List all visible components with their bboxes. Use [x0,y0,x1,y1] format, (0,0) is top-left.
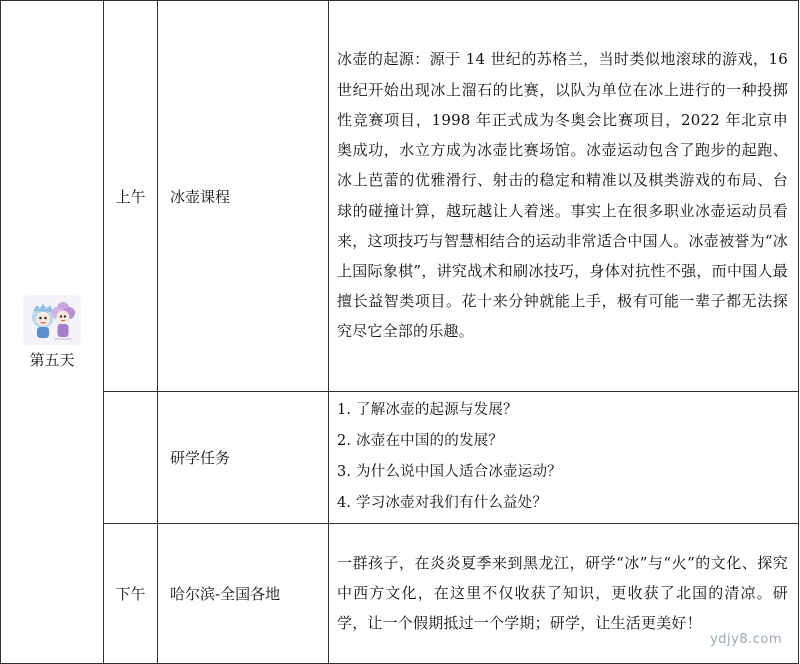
afternoon-period: 下午 [104,524,158,664]
afternoon-topic: 哈尔滨-全国各地 [158,524,329,664]
morning-period: 上午 [104,1,158,392]
task-list [329,392,799,524]
task-period-empty [104,392,158,524]
task-item: 4. 学习冰壶对我们有什么益处？ [337,495,548,511]
afternoon-row [1,524,799,664]
task-row [1,392,799,524]
morning-row [1,1,799,392]
day-cell [1,1,104,664]
task-item: 1. 了解冰壶的起源与发展？ [337,402,518,418]
morning-topic: 冰壶课程 [158,1,329,392]
task-item: 2. 冰壶在中国的的发展？ [337,433,504,449]
afternoon-description: 一群孩子，在炎炎夏季来到黑龙江，研学“冰”与“火”的文化、探究中西方文化，在这里不仅收获了知识，更收获了北国的清凉。研学，让一个假期抵过一个学期；研学，让生活更美好！ [329,524,799,664]
watermark: ydjy8.com [710,632,782,647]
task-item: 3. 为什么说中国人适合冰壶运动？ [337,464,562,480]
task-topic: 研学任务 [158,392,329,524]
mascot-icon [23,295,81,345]
morning-description: 冰壶的起源：源于 14 世纪的苏格兰，当时类似地滚球的游戏，16 世纪开始出现冰上溜石的比赛，以队为单位在冰上进行的一种投掷性竞赛项目，1998 年正式成为冬奥会比赛项目，2022 年北京申奥成功，水立方成为冰壶比赛场馆。冰壶运动包含了跑步的起跑、冰上芭蕾的优雅滑行、射击的稳定和精准以及棋类游戏的布局、台球的碰撞计算，越玩越让人着迷。事实上在很多职业冰壶运动员看来，这项技巧与智慧相结合的运动非常适合中国人。冰壶被誉为“冰上国际象棋”，讲究战术和刷冰技巧，身体对抗性不强，而中国人最擅长益智类项目。花十来分钟就能上手，极有可能一辈子都无法探究尽它全部的乐趣。 [329,1,799,392]
day-label: 第五天 [29,350,75,369]
